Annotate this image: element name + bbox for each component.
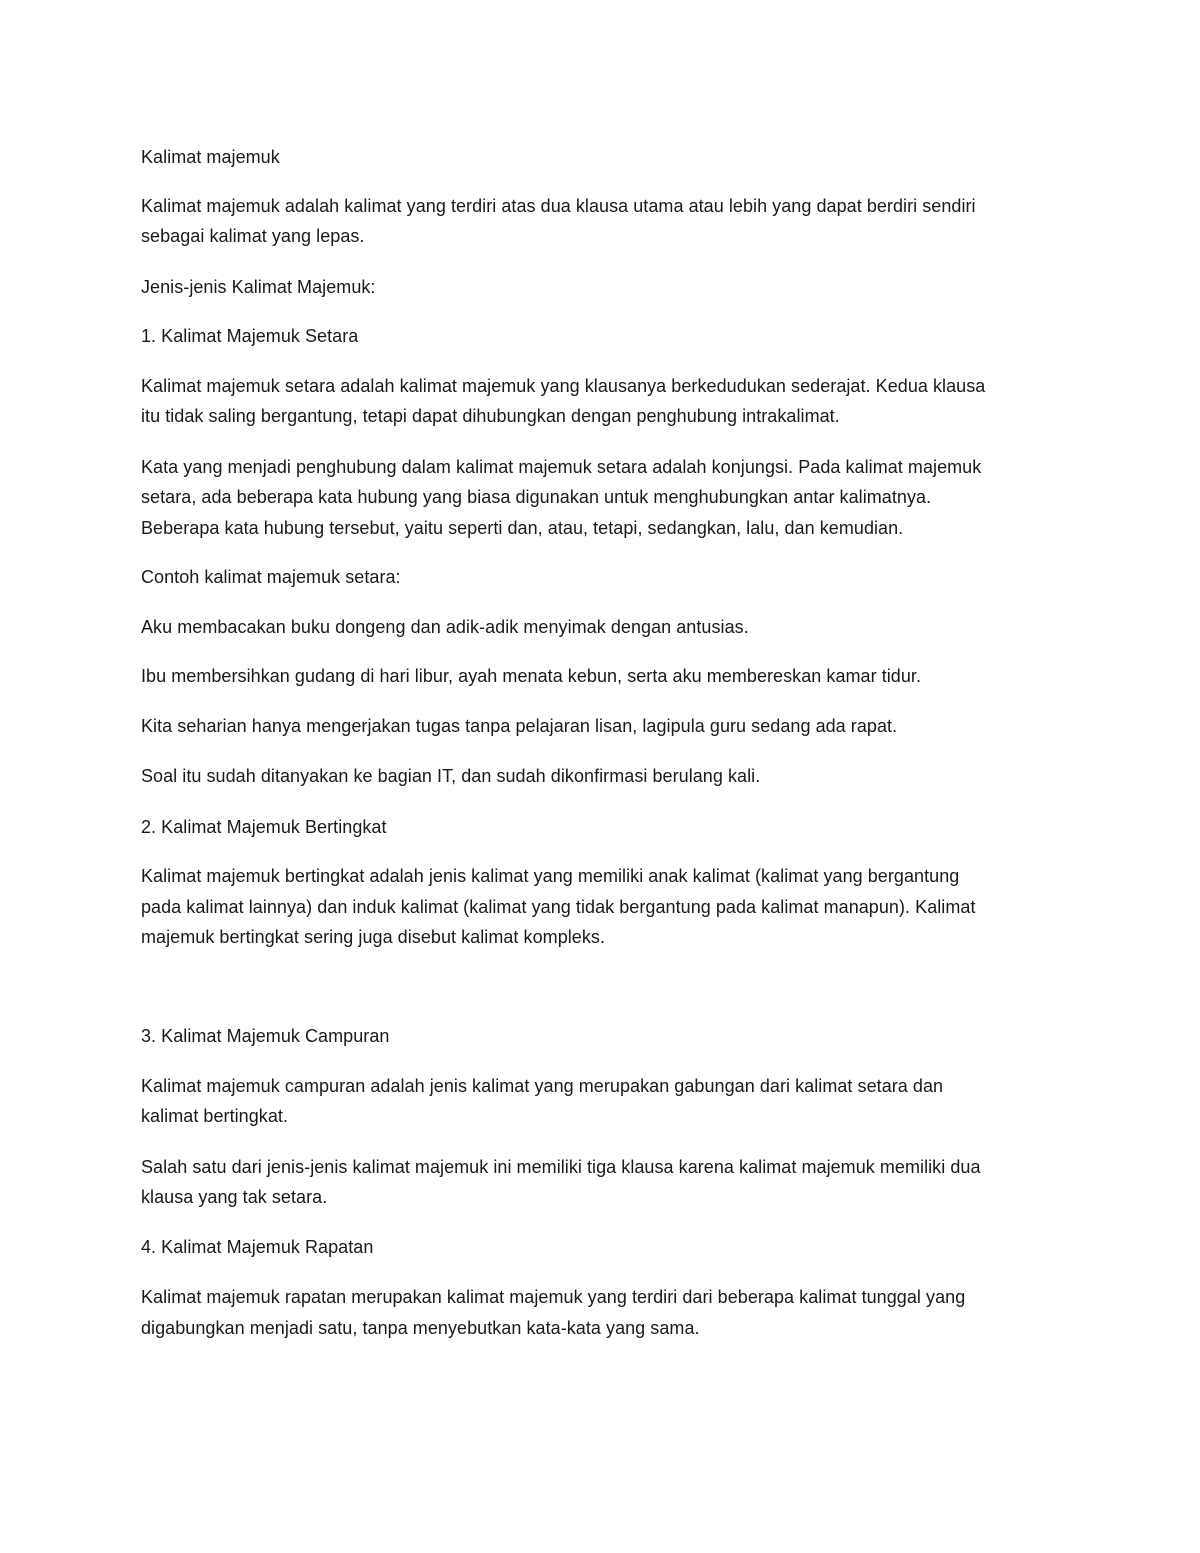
setara-paragraph-2-line-3: Beberapa kata hubung tersebut, yaitu seperti dan, atau, tetapi, sedangkan, lalu, dan kemudian. xyxy=(141,518,904,538)
bertingkat-heading: 2. Kalimat Majemuk Bertingkat xyxy=(141,817,387,837)
campuran-paragraph-1-line-2: kalimat bertingkat. xyxy=(141,1106,289,1126)
bertingkat-line-1: Kalimat majemuk bertingkat adalah jenis kalimat yang memiliki anak kalimat (kalimat yang bergantung xyxy=(141,866,960,886)
example-4: Soal itu sudah ditanyakan ke bagian IT, dan sudah dikonfirmasi berulang kali. xyxy=(141,766,761,786)
example-1: Aku membacakan buku dongeng dan adik-adik menyimak dengan antusias. xyxy=(141,617,749,637)
bertingkat-line-3: majemuk bertingkat sering juga disebut kalimat kompleks. xyxy=(141,927,606,947)
rapatan-line-1: Kalimat majemuk rapatan merupakan kalimat majemuk yang terdiri dari beberapa kalimat tunggal yang xyxy=(141,1287,966,1307)
bertingkat-line-2: pada kalimat lainnya) dan induk kalimat (kalimat yang tidak bergantung pada kalimat manapun). Kalimat xyxy=(141,897,976,917)
setara-paragraph-1-line-1: Kalimat majemuk setara adalah kalimat majemuk yang klausanya berkedudukan sederajat. Kedua klausa xyxy=(141,376,986,396)
setara-paragraph-2-line-2: setara, ada beberapa kata hubung yang biasa digunakan untuk menghubungkan antar kalimatnya. xyxy=(141,487,932,507)
campuran-paragraph-1-line-1: Kalimat majemuk campuran adalah jenis kalimat yang merupakan gabungan dari kalimat setara dan xyxy=(141,1076,944,1096)
example-2: Ibu membersihkan gudang di hari libur, ayah menata kebun, serta aku membereskan kamar tidur. xyxy=(141,666,922,686)
setara-heading: 1. Kalimat Majemuk Setara xyxy=(141,326,359,346)
definition-line-2: sebagai kalimat yang lepas. xyxy=(141,226,365,246)
examples-heading: Contoh kalimat majemuk setara: xyxy=(141,567,401,587)
definition-line-1: Kalimat majemuk adalah kalimat yang terdiri atas dua klausa utama atau lebih yang dapat berdiri sendiri xyxy=(141,196,976,216)
example-3: Kita seharian hanya mengerjakan tugas tanpa pelajaran lisan, lagipula guru sedang ada rapat. xyxy=(141,716,898,736)
campuran-heading: 3. Kalimat Majemuk Campuran xyxy=(141,1026,390,1046)
rapatan-line-2: digabungkan menjadi satu, tanpa menyebutkan kata-kata yang sama. xyxy=(141,1318,700,1338)
rapatan-heading: 4. Kalimat Majemuk Rapatan xyxy=(141,1237,374,1257)
types-heading: Jenis-jenis Kalimat Majemuk: xyxy=(141,277,376,297)
setara-paragraph-1-line-2: itu tidak saling bergantung, tetapi dapat dihubungkan dengan penghubung intrakalimat. xyxy=(141,406,840,426)
campuran-paragraph-2-line-2: klausa yang tak setara. xyxy=(141,1187,328,1207)
setara-paragraph-2-line-1: Kata yang menjadi penghubung dalam kalimat majemuk setara adalah konjungsi. Pada kalimat majemuk xyxy=(141,457,982,477)
document-title: Kalimat majemuk xyxy=(141,147,280,167)
campuran-paragraph-2-line-1: Salah satu dari jenis-jenis kalimat majemuk ini memiliki tiga klausa karena kalimat majemuk memiliki dua xyxy=(141,1157,981,1177)
